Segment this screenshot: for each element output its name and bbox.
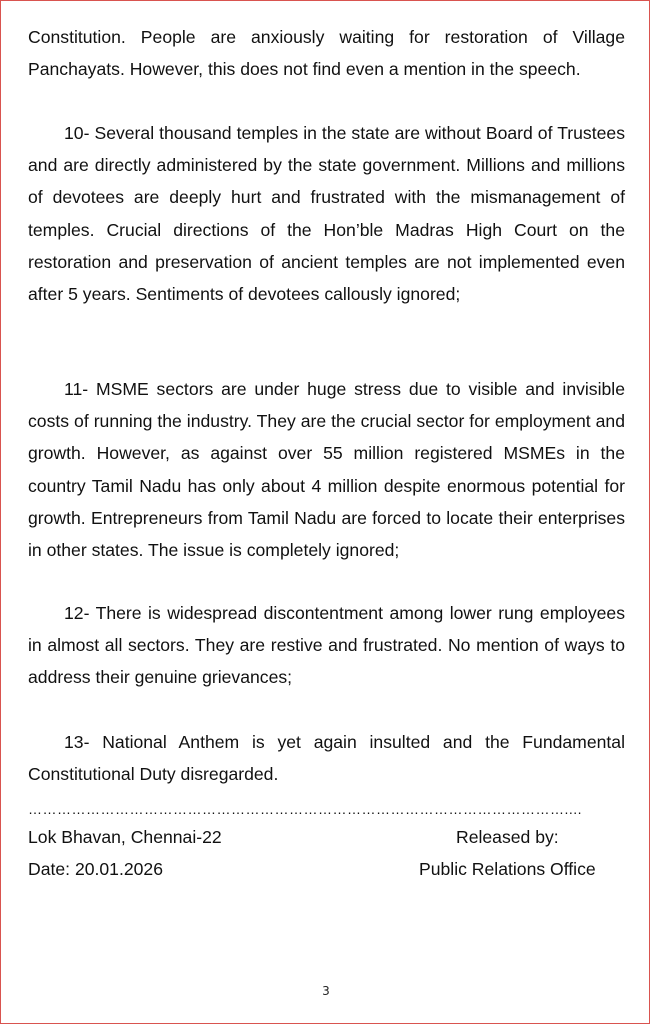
footer-released-by-office: Public Relations Office xyxy=(419,859,596,879)
paragraph-12-employees: 12- There is widespread discontentment among lower rung employees in almost all sectors. They are restive and frustrated. No mention of ways to address their genuine grievances; xyxy=(28,603,625,688)
paragraph-11-msme: 11- MSME sectors are under huge stress due to visible and invisible costs of running the industry. They are the crucial sector for employment and growth. However, as against over 55 million registered MSMEs in the country Tamil Nadu has only about 4 million despite enormous potential for growth. Entrepreneurs from Tamil Nadu are forced to locate their enterprises in other states. The issue is completely ignored; xyxy=(28,379,625,561)
page-number: 3 xyxy=(322,984,330,998)
footer-date: Date: 20.01.2026 xyxy=(28,859,163,879)
footer-location: Lok Bhavan, Chennai-22 xyxy=(28,827,222,847)
separator-dotted-line: ………………………………………………………………………………………………….... xyxy=(28,801,583,817)
paragraph-13-anthem: 13- National Anthem is yet again insulted and the Fundamental Constitutional Duty disregarded. xyxy=(28,732,625,785)
footer-released-by-label: Released by: xyxy=(456,827,559,847)
paragraph-10-temples: 10- Several thousand temples in the state are without Board of Trustees and are directly administered by the state government. Millions and millions of devotees are deeply hurt and frustrated with the mismanagement of temples. Crucial directions of the Hon’ble Madras High Court on the restoration and preservation of ancient temples are not implemented even after 5 years. Sentiments of devotees callously ignored; xyxy=(28,123,625,305)
paragraph-continuation: Constitution. People are anxiously waiting for restoration of Village Panchayats. However, this does not find even a mention in the speech. xyxy=(28,27,625,80)
